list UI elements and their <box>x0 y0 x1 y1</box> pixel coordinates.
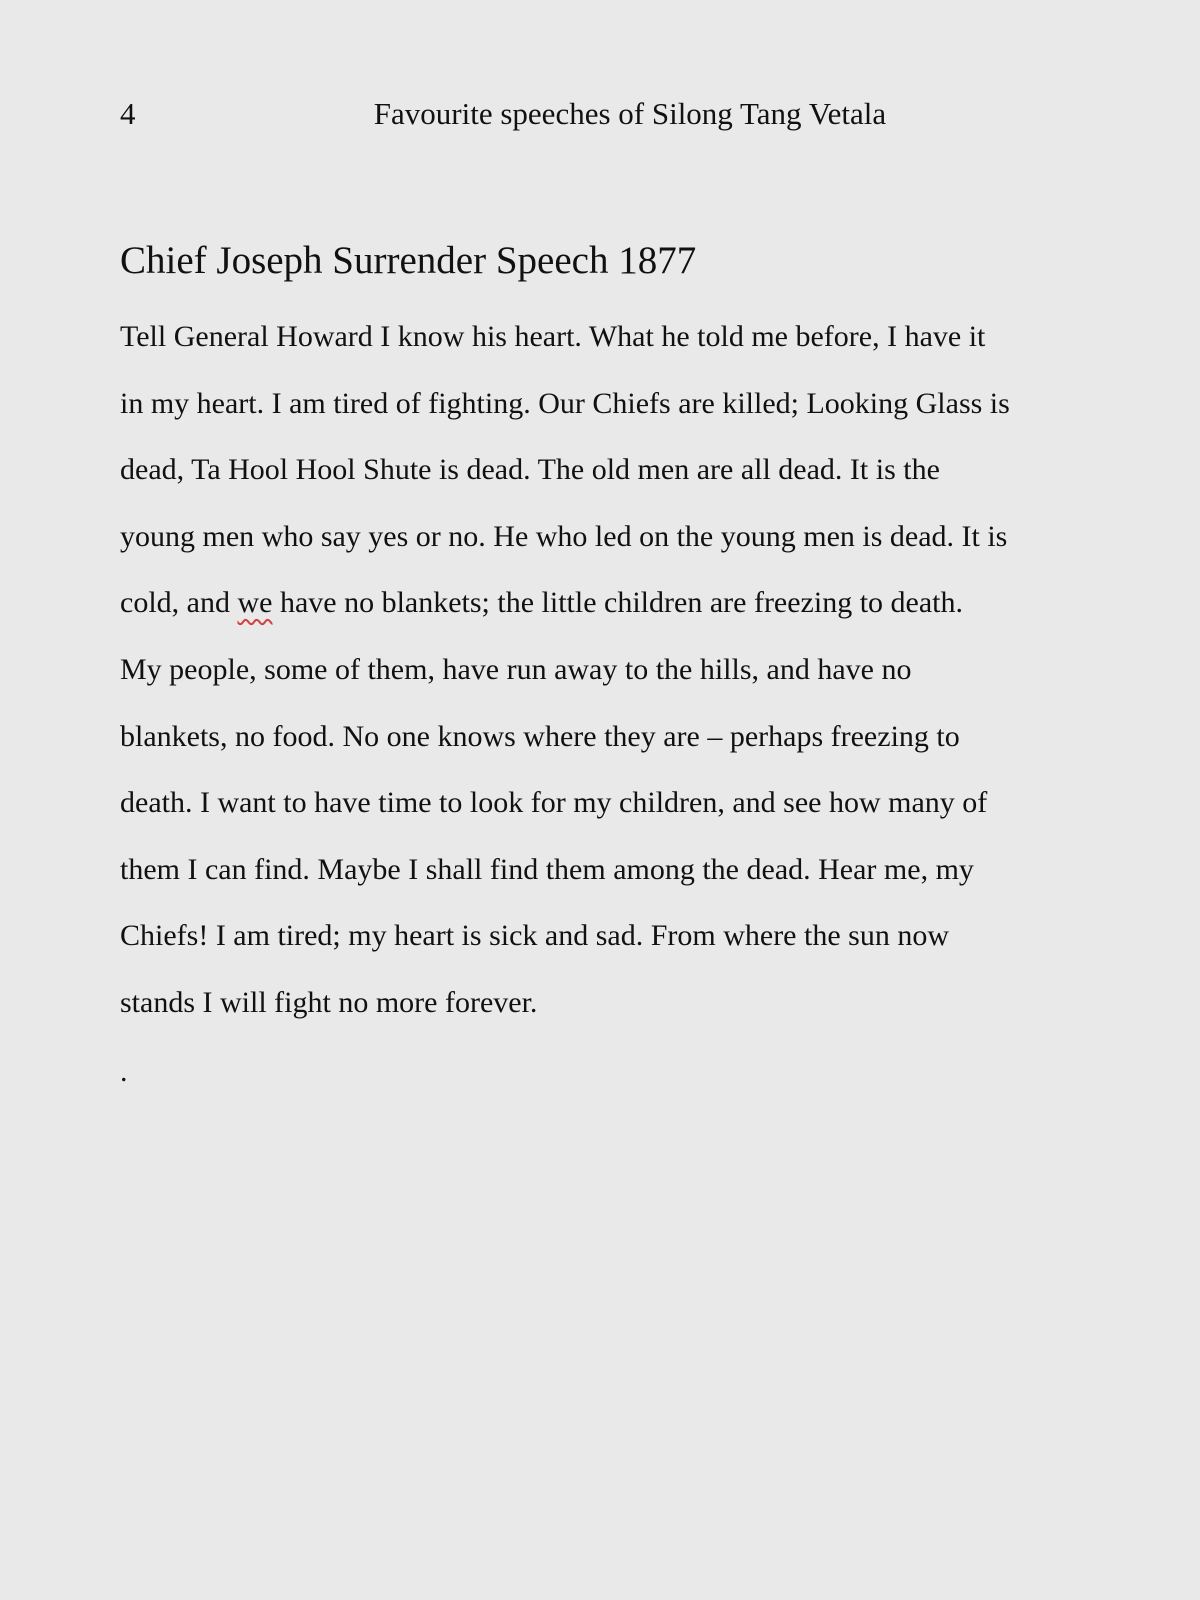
trailing-period: . <box>120 1055 128 1088</box>
body-line: stands I will fight no more forever. <box>120 985 538 1019</box>
running-header: Favourite speeches of Silong Tang Vetala <box>373 96 887 131</box>
body-line: blankets, no food. No one knows where they are – perhaps freezing to <box>120 719 960 753</box>
body-line: young men who say yes or no. He who led on the young men is dead. It is <box>120 519 1008 553</box>
body-line: Chiefs! I am tired; my heart is sick and sad. From where the sun now <box>120 919 949 953</box>
speech-body <box>120 317 1080 1050</box>
page-number: 4 <box>120 96 136 131</box>
body-line <box>120 583 1080 650</box>
spellcheck-flagged-word[interactable]: we <box>237 586 273 620</box>
body-text-segment: have no blankets; the little children are freezing to death. <box>272 586 964 620</box>
body-text-segment: cold, and <box>120 586 238 620</box>
speech-title: Chief Joseph Surrender Speech 1877 <box>120 239 697 282</box>
body-line: dead, Ta Hool Hool Shute is dead. The old men are all dead. It is the <box>120 453 940 487</box>
body-line: Tell General Howard I know his heart. What he told me before, I have it <box>120 320 986 353</box>
body-line: them I can find. Maybe I shall find them among the dead. Hear me, my <box>120 852 974 886</box>
body-line: My people, some of them, have run away to the hills, and have no <box>120 652 912 686</box>
body-line: death. I want to have time to look for my children, and see how many of <box>120 786 988 820</box>
body-line: in my heart. I am tired of fighting. Our Chiefs are killed; Looking Glass is <box>120 386 1010 420</box>
